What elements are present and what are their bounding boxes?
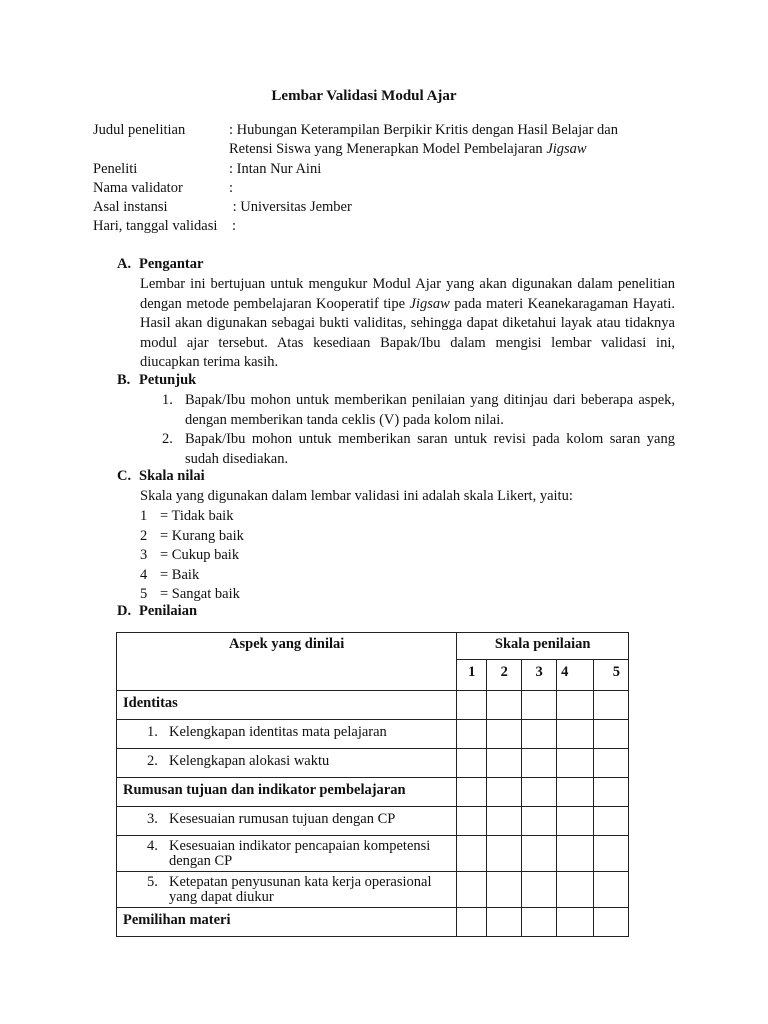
rating-cell[interactable]	[487, 720, 522, 749]
rating-cell[interactable]	[522, 691, 557, 720]
scale-list	[140, 507, 244, 605]
rating-cell[interactable]	[457, 691, 487, 720]
item-cell: 1. Kelengkapan identitas mata pelajaran	[117, 720, 457, 749]
category-cell: Identitas	[117, 691, 457, 720]
rating-cell[interactable]	[557, 720, 594, 749]
meta-value: :	[229, 180, 234, 196]
item-cell: 4. Kesesuaian indikator pencapaian kompetensi dengan CP	[117, 836, 457, 872]
rating-cell[interactable]	[557, 908, 594, 937]
rating-cell[interactable]	[522, 778, 557, 807]
rating-cell[interactable]	[487, 908, 522, 937]
scale-col-header: 1	[457, 660, 487, 691]
rating-cell[interactable]	[594, 691, 629, 720]
meta-label: Judul penelitian	[93, 122, 186, 138]
rating-cell[interactable]	[594, 872, 629, 908]
meta-label: Nama validator	[93, 180, 183, 196]
category-cell: Pemilihan materi	[117, 908, 457, 937]
table-row	[117, 807, 629, 836]
table-row	[117, 691, 629, 720]
scale-item: 2 = Kurang baik	[140, 527, 244, 544]
rating-cell[interactable]	[594, 908, 629, 937]
list-item: 1. Bapak/Ibu mohon untuk memberikan penilaian yang ditinjau dari beberapa aspek, dengan memberikan tanda ceklis (V) pada kolom nilai.	[162, 392, 675, 428]
scale-col-header: 2	[487, 660, 522, 691]
rating-cell[interactable]	[522, 807, 557, 836]
list-item: 2. Bapak/Ibu mohon untuk memberikan saran untuk revisi pada kolom saran yang sudah disediakan.	[162, 431, 675, 467]
rating-cell[interactable]	[457, 720, 487, 749]
meta-value: :	[232, 218, 237, 234]
table-row	[117, 836, 629, 872]
rating-cell[interactable]	[557, 691, 594, 720]
rating-cell[interactable]	[457, 749, 487, 778]
meta-value: : Hubungan Keterampilan Berpikir Kritis dengan Hasil Belajar dan	[229, 122, 618, 138]
rating-cell[interactable]	[594, 720, 629, 749]
rating-cell[interactable]	[457, 807, 487, 836]
rating-cell[interactable]	[457, 908, 487, 937]
rating-cell[interactable]	[594, 749, 629, 778]
section-a-heading: A. Pengantar	[117, 256, 204, 272]
rating-cell[interactable]	[487, 778, 522, 807]
rating-cell[interactable]	[487, 807, 522, 836]
table-row	[117, 908, 629, 937]
rating-cell[interactable]	[594, 836, 629, 872]
rating-cell[interactable]	[457, 778, 487, 807]
rating-cell[interactable]	[457, 872, 487, 908]
rating-cell[interactable]	[457, 836, 487, 872]
meta-label: Peneliti	[93, 161, 138, 177]
rating-cell[interactable]	[594, 778, 629, 807]
section-c-heading: C. Skala nilai	[117, 468, 205, 484]
scale-item: 1 = Tidak baik	[140, 508, 234, 524]
section-b-heading: B. Petunjuk	[117, 372, 197, 388]
table-row	[117, 720, 629, 749]
meta-label: Hari, tanggal validasi	[93, 218, 218, 234]
meta-value-continued: Retensi Siswa yang Menerapkan Model Pembelajaran Jigsaw	[229, 141, 587, 157]
meta-value: : Intan Nur Aini	[229, 161, 322, 177]
scale-item: 5 = Sangat baik	[140, 586, 240, 602]
meta-label: Asal instansi	[93, 199, 168, 215]
assessment-table	[116, 632, 629, 937]
document-title: Lembar Validasi Modul Ajar	[271, 88, 457, 104]
rating-cell[interactable]	[557, 807, 594, 836]
table-row	[117, 778, 629, 807]
scale-item: 3 = Cukup baik	[140, 547, 240, 563]
rating-cell[interactable]	[487, 749, 522, 778]
rating-cell[interactable]	[522, 872, 557, 908]
item-cell: 5. Ketepatan penyusunan kata kerja operasional yang dapat diukur	[117, 872, 457, 908]
rating-cell[interactable]	[487, 691, 522, 720]
meta-value: : Universitas Jember	[229, 199, 352, 215]
scale-intro: Skala yang digunakan dalam lembar validasi ini adalah skala Likert, yaitu:	[140, 488, 573, 504]
category-cell: Rumusan tujuan dan indikator pembelajaran	[117, 778, 457, 807]
item-cell: 2. Kelengkapan alokasi waktu	[117, 749, 457, 778]
rating-cell[interactable]	[557, 749, 594, 778]
section-d-heading: D. Penilaian	[117, 603, 198, 619]
rating-cell[interactable]	[522, 749, 557, 778]
instruction-list	[140, 391, 675, 469]
rating-cell[interactable]	[594, 807, 629, 836]
scale-header: Skala penilaian	[457, 633, 629, 660]
rating-cell[interactable]	[557, 872, 594, 908]
scale-item: 4 = Baik	[140, 566, 200, 583]
scale-col-header: 5	[594, 660, 629, 691]
section-a-paragraph: Lembar ini bertujuan untuk mengukur Modul Ajar yang akan digunakan dalam penelitian dengan metode pembelajaran Kooperatif tipe Jigsaw pada materi Keanekaragaman Hayati. Hasil akan digunakan sebagai bukti validitas, sehingga dapat diketahui layak atau tidaknya modul ajar tersebut. Atas kesediaan Bapak/Ibu dalam mengisi lembar validasi ini, diucapkan terima kasih.	[140, 276, 675, 370]
item-cell: 3. Kesesuaian rumusan tujuan dengan CP	[117, 807, 457, 836]
table-header-row	[117, 633, 629, 660]
rating-cell[interactable]	[487, 836, 522, 872]
rating-cell[interactable]	[557, 836, 594, 872]
scale-col-header: 3	[522, 660, 557, 691]
rating-cell[interactable]	[522, 836, 557, 872]
rating-cell[interactable]	[487, 872, 522, 908]
scale-col-header: 4	[557, 660, 594, 691]
table-row	[117, 872, 629, 908]
table-row	[117, 749, 629, 778]
rating-cell[interactable]	[522, 720, 557, 749]
rating-cell[interactable]	[557, 778, 594, 807]
rating-cell[interactable]	[522, 908, 557, 937]
aspect-header: Aspek yang dinilai	[117, 633, 457, 691]
